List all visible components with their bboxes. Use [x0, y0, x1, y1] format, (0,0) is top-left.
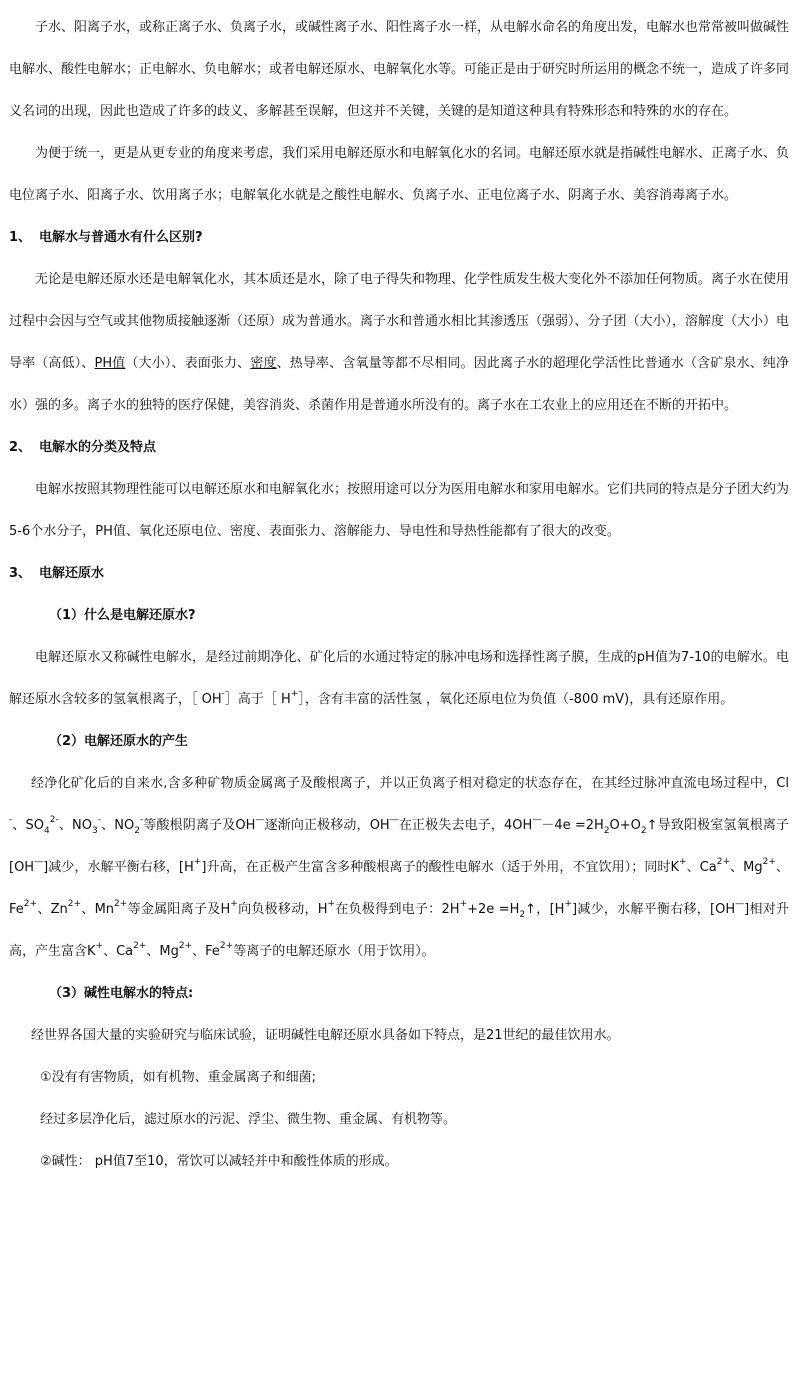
- subscript: 4: [44, 826, 50, 836]
- text-run: 、Mg: [730, 860, 763, 875]
- section-heading-1: [9, 217, 789, 259]
- text-run: 、Ca: [103, 944, 134, 959]
- paragraph-definition: [9, 637, 789, 721]
- superscript: 2+: [67, 899, 82, 909]
- text-run: ↑，[H: [525, 902, 565, 917]
- text-run: 、NO: [58, 818, 92, 833]
- section-title: 电解水与普通水有什么区别?: [39, 230, 203, 245]
- text-run: 在负极得到电子：2H: [335, 902, 460, 917]
- subsection-heading-1: （1）什么是电解还原水?: [49, 608, 196, 623]
- density-link[interactable]: 密度: [250, 356, 277, 371]
- text-run: 逐渐向正极移动，OH: [264, 818, 390, 833]
- text-run: +2e =H: [467, 902, 520, 917]
- text-run: （大小）、表面张力、: [125, 356, 251, 371]
- subscript: 2: [519, 910, 526, 920]
- text-run: 向负极移动，H: [237, 902, 328, 917]
- superscript: 2+: [762, 857, 776, 867]
- subsection-heading-2: （2）电解还原水的产生: [49, 734, 189, 749]
- paragraph-production: [9, 763, 789, 973]
- text-run: 、Fe: [9, 860, 789, 917]
- text-run: O+O: [609, 818, 641, 833]
- superscript: +: [193, 857, 202, 867]
- superscript: 2+: [114, 899, 128, 909]
- text-run: 等金属阳离子及H: [127, 902, 231, 917]
- subscript: 2: [640, 826, 647, 836]
- text-run: 、Mn: [81, 902, 115, 917]
- paragraph-intro: 子水、阳离子水，或称正离子水、负离子水，或碱性离子水、阳性离子水一样，从电解水命名的角度出发，电解水也常常被叫做碱性电解水、酸性电解水；正电解水、负电解水；或者电解还原水、电解氧化水等。可能正是由于研究时所运用的概念不统一，造成了许多同义名词的出现，因此也造成了许多的歧义、多解甚至误解，但这并不关键，关键的是知道这种具有特殊形态和特殊的水的存在。: [9, 20, 790, 119]
- text-run: 、Ca: [686, 860, 717, 875]
- subscript: 2: [603, 826, 610, 836]
- superscript: +: [459, 899, 468, 909]
- section-heading-2: [9, 427, 789, 469]
- superscript: —: [532, 815, 542, 825]
- text-run: 、Fe: [192, 944, 220, 959]
- superscript: 2+: [133, 941, 147, 951]
- section-title: 电解还原水: [39, 566, 105, 581]
- text-run: 、NO: [100, 818, 135, 833]
- section-number: 2、: [9, 440, 32, 455]
- paragraph-features-intro: 经世界各国大量的实验研究与临床试验，证明碱性电解还原水具备如下特点，是21世纪的最佳饮用水。: [31, 1028, 620, 1043]
- superscript: 2+: [219, 941, 234, 951]
- paragraph-classification: 电解水按照其物理性能可以电解还原水和电解氧化水；按照用途可以分为医用电解水和家用电解水。它们共同的特点是分子团大约为5-6个水分子，PH值、氧化还原电位、密度、表面张力、溶解能力、导电性和导热性能都有了很大的改变。: [9, 482, 790, 539]
- superscript: —: [735, 899, 745, 909]
- list-item-filtration: 经过多层净化后，滤过原水的污泥、浮尘、微生物、重金属、有机物等。: [40, 1112, 457, 1127]
- superscript: 2+: [23, 899, 38, 909]
- text-run: 、热导率、含氧量等都不尽相同。因此离子水的超理化学活性比普通水（含矿泉水、纯净水）强的多。离子水的独特的医疗保健，美容消炎、杀菌作用是普通水所没有的。离子水在工农业上的应用还在不断的开拓中。: [9, 356, 789, 413]
- superscript: —: [389, 815, 399, 825]
- paragraph-difference: [9, 259, 789, 427]
- superscript: —: [255, 815, 265, 825]
- list-item-no-harmful: ①没有有害物质，如有机物、重金属离子和细菌;: [40, 1070, 317, 1085]
- superscript: +: [95, 941, 104, 951]
- list-item-alkaline: ②碱性： pH值7至10，常饮可以减轻并中和酸性体质的形成。: [40, 1154, 398, 1169]
- superscript: -: [221, 689, 225, 699]
- text-run: ]升高，在正极产生富含多种酸根离子的酸性电解水（适于外用，不宜饮用）；同时K: [201, 860, 679, 875]
- superscript: +: [230, 899, 238, 909]
- text-run: －4e =2H: [541, 818, 604, 833]
- subscript: 2: [134, 826, 140, 836]
- text-run: ↑导致阳极室氢氧根离子[OH: [9, 818, 789, 875]
- superscript: -: [97, 815, 101, 825]
- text-run: ]减少，水解平衡右移，[H: [43, 860, 194, 875]
- superscript: +: [679, 857, 687, 867]
- text-run: ］高于［ H: [224, 692, 291, 707]
- subscript: 3: [92, 826, 98, 836]
- text-run: ］，含有丰富的活性氢 ，氧化还原电位为负值（-800 mV)，具有还原作用。: [298, 692, 734, 707]
- text-run: 电解还原水又称碱性电解水，是经过前期净化、矿化后的水通过特定的脉冲电场和选择性离子膜，生成的pH值为7-10的电解水。电解还原水含较多的氢氧根离子，［ OH: [9, 650, 789, 707]
- text-run: 、Zn: [37, 902, 68, 917]
- text-run: 等酸根阴离子及OH: [143, 818, 256, 833]
- superscript: +: [564, 899, 572, 909]
- superscript: +: [327, 899, 336, 909]
- superscript: -: [9, 815, 13, 825]
- section-title: 电解水的分类及特点: [39, 440, 157, 455]
- superscript: +: [290, 689, 299, 699]
- ph-link[interactable]: PH值: [94, 356, 126, 371]
- text-run: 、SO: [12, 818, 45, 833]
- superscript: -: [139, 815, 144, 825]
- text-run: 在正极失去电子，4OH: [398, 818, 533, 833]
- text-run: 等离子的电解还原水（用于饮用）。: [233, 944, 435, 959]
- superscript: 2-: [49, 815, 59, 825]
- superscript: 2+: [178, 941, 193, 951]
- section-number: 3、: [9, 566, 32, 581]
- text-run: 无论是电解还原水还是电解氧化水，其本质还是水，除了电子得失和物理、化学性质发生极大变化外不添加任何物质。离子水在使用过程中会因与空气或其他物质接触逐渐（还原）成为普通水。离子水和普通水相比其渗透压（强弱）、分子团（大小），溶解度（大小）电导率（高低）、: [9, 272, 790, 371]
- subsection-heading-3: （3）碱性电解水的特点:: [49, 986, 194, 1001]
- text-run: ]减少，水解平衡右移，[OH: [571, 902, 736, 917]
- text-run: ]相对升高，产生富含K: [9, 902, 790, 959]
- text-run: 经净化矿化后的自来水,含多种矿物质金属离子及酸根离子，并以正负离子相对稳定的状态存在，在其经过脉冲直流电场过程中，Cl: [31, 776, 789, 791]
- superscript: 2+: [716, 857, 731, 867]
- superscript: —: [34, 857, 44, 867]
- text-run: 、Mg: [146, 944, 179, 959]
- section-heading-3: [9, 553, 789, 595]
- paragraph-unification: 为便于统一，更是从更专业的角度来考虑，我们采用电解还原水和电解氧化水的名词。电解还原水就是指碱性电解水、正离子水、负电位离子水、阳离子水、饮用离子水；电解氧化水就是之酸性电解水、负离子水、正电位离子水、阴离子水、美容消毒离子水。: [9, 146, 790, 203]
- section-number: 1、: [9, 230, 32, 245]
